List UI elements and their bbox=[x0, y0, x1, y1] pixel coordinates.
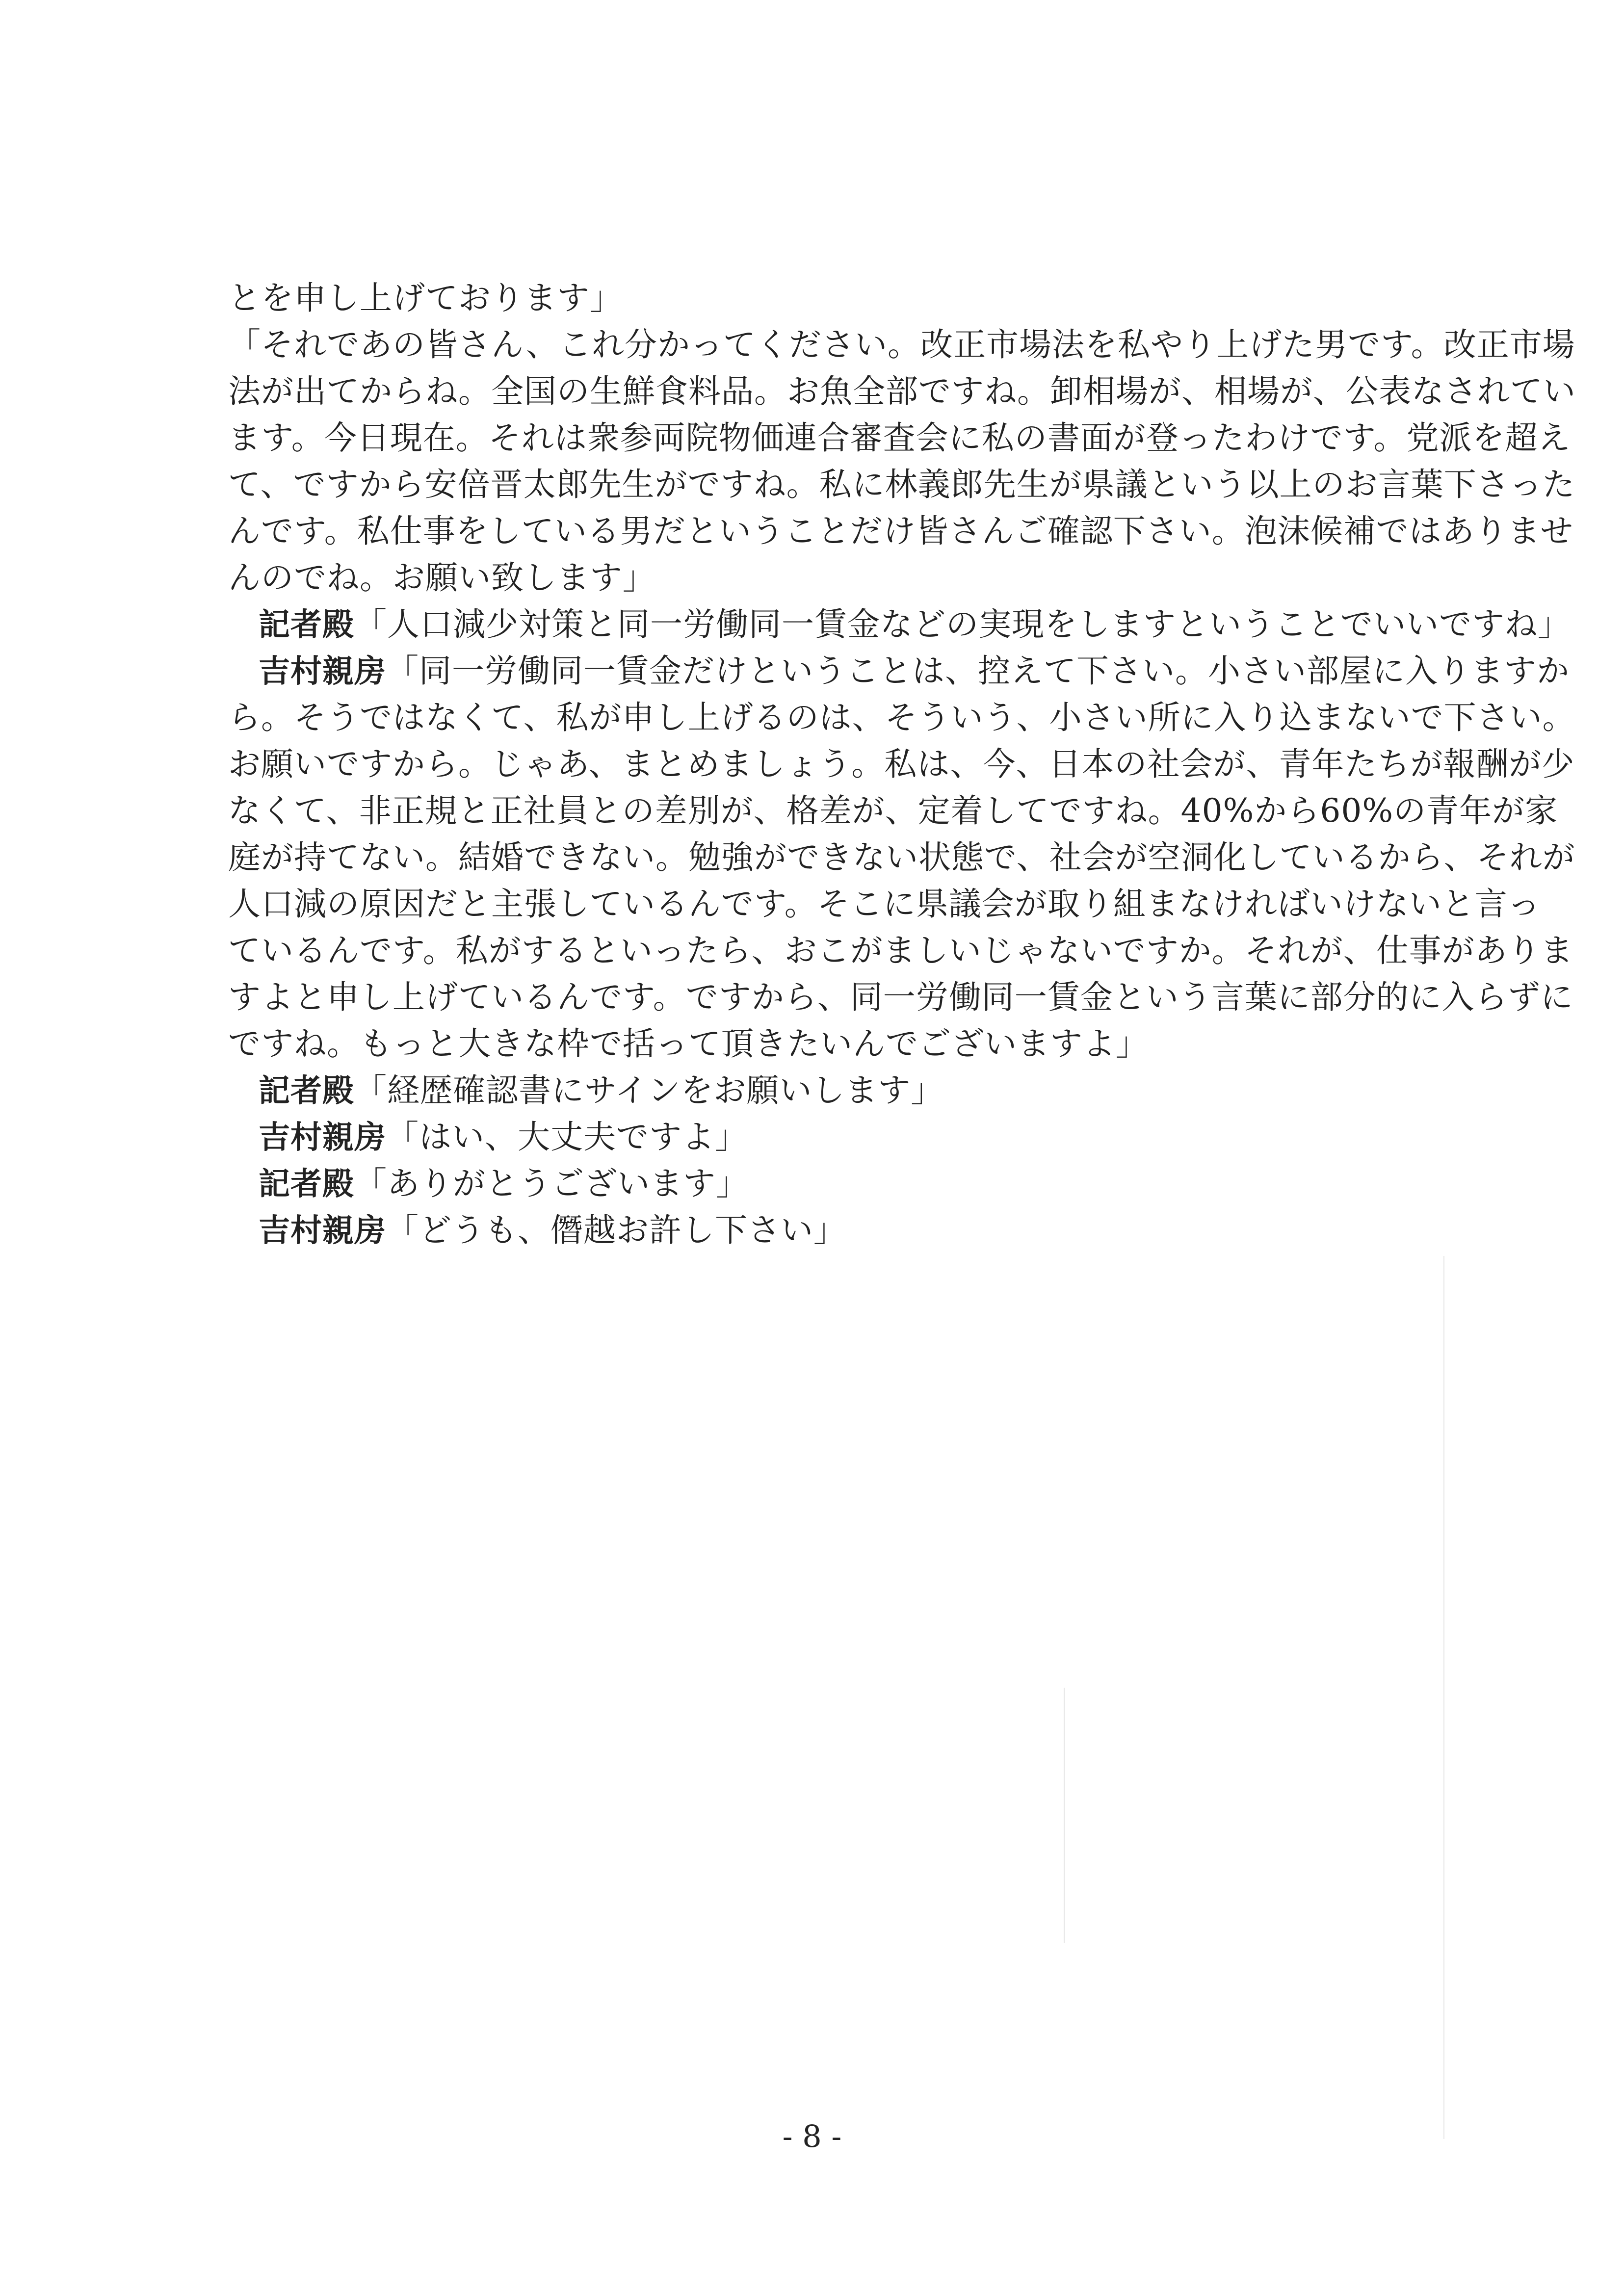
paragraph-line: 人口減の原因だと主張しているんです。そこに県議会が取り組まなければいけないと言っ bbox=[228, 885, 1541, 923]
dialogue-line bbox=[228, 1067, 1406, 1114]
paragraph-line: ですね。もっと大きな枠で括って頂きたいんでございますよ」 bbox=[228, 1025, 1149, 1063]
dialogue-line bbox=[228, 648, 1570, 694]
transcript-body bbox=[228, 275, 1576, 1253]
paragraph-line: 庭が持てない。結婚できない。勉強ができない状態で、社会が空洞化しているから、それが bbox=[228, 838, 1575, 876]
dialogue-text: 「同一労働同一賃金だけということは、控えて下さい。小さい部屋に入りますか bbox=[386, 652, 1570, 690]
dialogue-text: 「ありがとうございます」 bbox=[354, 1165, 749, 1202]
paragraph-line: ます。今日現在。それは衆参両院物価連合審査会に私の書面が登ったわけです。党派を超え bbox=[228, 419, 1571, 457]
dialogue-line bbox=[228, 1114, 1406, 1160]
paragraph-line: んのでね。お願い致します」 bbox=[228, 559, 655, 597]
speaker-name: 記者殿 bbox=[259, 607, 354, 643]
dialogue-text: 「どうも、僭越お許し下さい」 bbox=[386, 1211, 846, 1249]
speaker-name: 吉村親房 bbox=[259, 1213, 386, 1249]
speaker-name: 記者殿 bbox=[259, 1073, 354, 1109]
paragraph-line: ら。そうではなくて、私が申し上げるのは、そういう、小さい所に入り込まないで下さい。 bbox=[228, 699, 1575, 736]
scan-artifact-line bbox=[1064, 1688, 1065, 1943]
paragraph-line: すよと申し上げているんです。ですから、同一労働同一賃金という言葉に部分的に入らずに bbox=[228, 978, 1573, 1016]
paragraph-line: 法が出てからね。全国の生鮮食料品。お魚全部ですね。卸相場が、相場が、公表なされてい bbox=[228, 372, 1576, 410]
dialogue-line bbox=[228, 601, 1571, 648]
speaker-name: 吉村親房 bbox=[259, 1120, 386, 1156]
scan-artifact-line bbox=[1443, 1256, 1444, 2139]
paragraph-line: ているんです。私がするといったら、おこがましいじゃないですか。それが、仕事がありま bbox=[228, 932, 1573, 969]
paragraph-line: とを申し上げております」 bbox=[228, 279, 623, 317]
paragraph-line: なくて、非正規と正社員との差別が、格差が、定着してですね。40%から60%の青年が家 bbox=[228, 792, 1558, 830]
paragraph-line: んです。私仕事をしている男だということだけ皆さんご確認下さい。泡沫候補ではありませ bbox=[228, 512, 1573, 550]
paragraph-line: 「それであの皆さん、これ分かってください。改正市場法を私やり上げた男です。改正市場 bbox=[228, 326, 1575, 364]
speaker-name: 吉村親房 bbox=[259, 653, 386, 690]
dialogue-text: 「はい、大丈夫ですよ」 bbox=[386, 1118, 748, 1156]
dialogue-text: 「人口減少対策と同一労働同一賃金などの実現をしますということでいいですね」 bbox=[354, 605, 1571, 643]
speaker-name: 記者殿 bbox=[259, 1166, 354, 1202]
dialogue-text: 「経歴確認書にサインをお願いします」 bbox=[354, 1071, 944, 1109]
paragraph-line: お願いですから。じゃあ、まとめましょう。私は、今、日本の社会が、青年たちが報酬が少 bbox=[228, 745, 1575, 783]
dialogue-line bbox=[228, 1160, 1406, 1207]
paragraph-line: て、ですから安倍晋太郎先生がですね。私に林義郎先生が県議という以上のお言葉下さった bbox=[228, 466, 1575, 503]
dialogue-line bbox=[228, 1207, 1406, 1253]
page-number: - 8 - bbox=[782, 2118, 842, 2154]
